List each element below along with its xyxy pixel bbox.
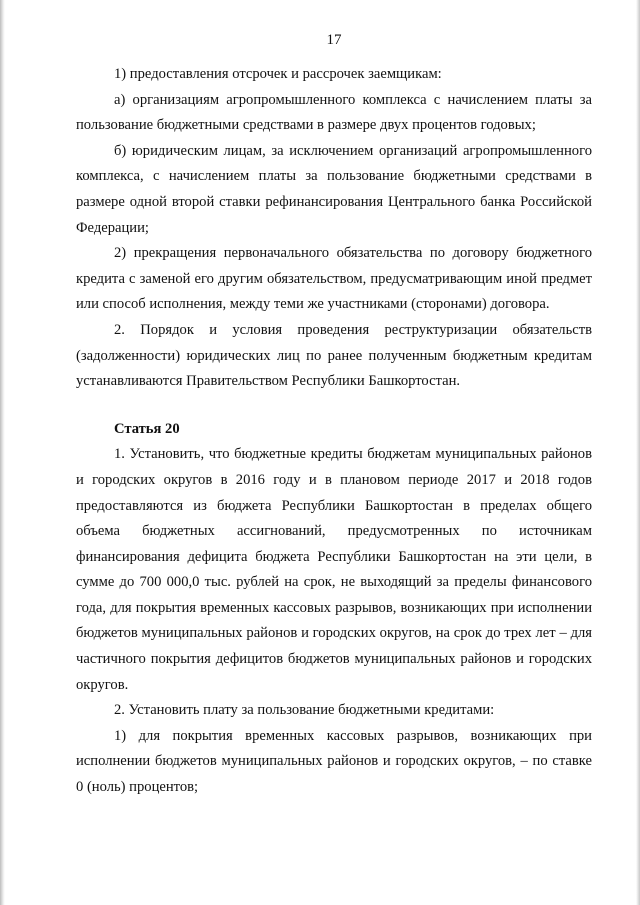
paragraph-legal-entities: б) юридическим лицам, за исключением организаций агропромышленного комплекса, с начислением платы за пользование бюджетными средствами в размере одной второй ставки рефинансирования Центрального банка Российской Федерации; <box>76 142 592 236</box>
section-gap <box>76 395 592 417</box>
paragraph-credit-fee: 2. Установить плату за пользование бюджетными кредитами: <box>114 702 495 719</box>
paragraph-restructuring-procedure: 2. Порядок и условия проведения реструктуризации обязательств (задолженности) юридических лиц по ранее полученным бюджетным кредитам устанавливаются Правительством Республики Башкортостан. <box>76 321 592 390</box>
document-page <box>76 26 592 801</box>
scan-left-edge <box>0 0 5 905</box>
paragraph-agro-organizations: а) организациям агропромышленного комплекса с начислением платы за пользование бюджетными средствами в размере двух процентов годовых; <box>76 91 592 134</box>
paragraph-deferral: 1) предоставления отсрочек и рассрочек заемщикам: <box>114 66 442 82</box>
page-number: 17 <box>326 32 342 48</box>
article-heading: Статья 20 <box>114 420 180 437</box>
scan-right-edge <box>636 0 640 905</box>
paragraph-budget-credits: 1. Установить, что бюджетные кредиты бюджетам муниципальных районов и городских округов в 2016 году и в плановом периоде 2017 и 2018 годов предоставляются из бюджета Республики Башкортостан в пределах общего объема бюджетных ассигнований, предусмотренных по источникам финансирования дефицита бюджета Республики Башкортостан на эти цели, в сумме до 700 000,0 тыс. рублей на срок, не выходящий за пределы финансового года, для покрытия временных кассовых разрывов, возникающих при исполнении бюджетов муниципальных районов и городских округов, на срок до трех лет – для частичного покрытия дефицитов бюджетов муниципальных районов и городских округов. <box>76 446 592 693</box>
paragraph-obligation-termination: 2) прекращения первоначального обязательства по договору бюджетного кредита с заменой его другим обязательством, предусматривающим иной предмет или способ исполнения, между теми же участниками (сторонами) договора. <box>76 245 592 313</box>
paragraph-cash-gaps-rate: 1) для покрытия временных кассовых разрывов, возникающих при исполнении бюджетов муниципальных районов и городских округов, – по ставке 0 (ноль) процентов; <box>76 727 592 796</box>
